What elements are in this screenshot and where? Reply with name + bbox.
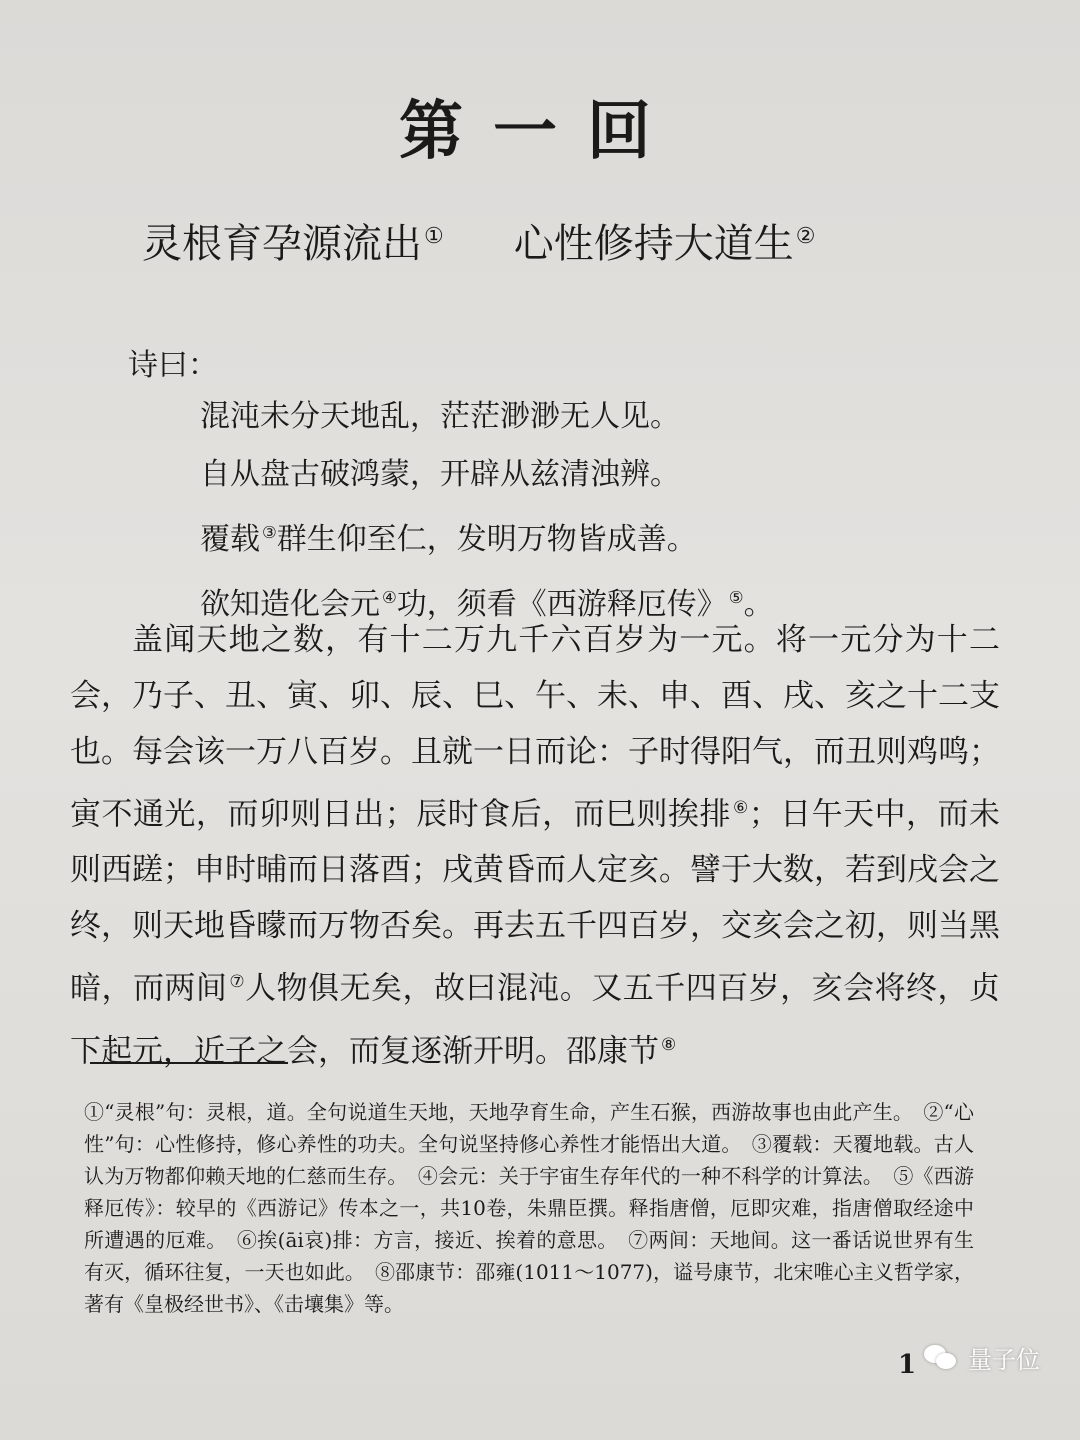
poem-line-text: 群生仰至仁，发明万物皆成善。 xyxy=(276,522,697,557)
poem xyxy=(200,388,1000,634)
poem-line-text: 覆载 xyxy=(200,522,260,557)
page-number: 1 xyxy=(898,1350,917,1380)
poem-line-text: 欲知造化会元 xyxy=(200,587,380,622)
poem-line xyxy=(200,446,1000,504)
footnote-marker: ⑦ xyxy=(229,972,246,993)
paragraph-text: ；日午天中，而未则西蹉；申时晡而日落酉；戌黄昏而人定亥。譬于大数，若到戌会之终，则天地昏曚而万物否矣。再去五千四百岁，交亥会之初，则当黑暗，而两间 xyxy=(70,796,1000,1007)
poem-line-text: 。 xyxy=(743,587,774,622)
watermark-text: 量子位 xyxy=(968,1346,1040,1374)
poem-line-text: 功，须看《西游释厄传》 xyxy=(396,587,727,622)
footnote-divider xyxy=(90,1062,288,1064)
watermark xyxy=(924,1340,1040,1375)
wechat-icon xyxy=(924,1343,958,1373)
chapter-title: 第一回 xyxy=(399,94,681,169)
subtitle-first-line: 灵根育孕源流出 xyxy=(142,221,422,267)
poem-line xyxy=(200,504,1000,569)
footnote-marker: ⑧ xyxy=(661,1034,677,1055)
paragraph-text: 人物俱无矣，故曰混沌。又五千四百岁，亥会将终，贞下起元，近子之会，而复逐渐开明。邵康节 xyxy=(70,970,1001,1069)
footnote-marker: ⑤ xyxy=(728,588,744,607)
footnote-marker: ⑥ xyxy=(732,798,749,818)
footnote-marker: ③ xyxy=(262,523,277,542)
poem-intro: 诗曰： xyxy=(128,348,218,383)
body-paragraph xyxy=(70,612,1000,1079)
paragraph-text: 盖闻天地之数，有十二万九千六百岁为一元。将一元分为十二会，乃子、丑、寅、卯、辰、巳、午、未、申、酉、戌、亥之十二支也。每会该一万八百岁。且就一日而论：子时得阳气，而丑则鸡鸣；寅不通光，而卯则日出；辰时食后，而巳则挨排 xyxy=(70,622,1000,833)
poem-line-text: 混沌未分天地乱，茫茫渺渺无人见。 xyxy=(200,399,680,434)
footnote-marker: ① xyxy=(424,223,444,249)
footnote-marker: ④ xyxy=(382,588,397,607)
footnote-marker: ② xyxy=(795,223,816,249)
footnotes: ①“灵根”句：灵根，道。全句说道生天地，天地孕育生命，产生石猴，西游故事也由此产生。 ②“心性”句：心性修持，修心养性的功夫。全句说坚持修心养性才能悟出大道。 ③覆载：天覆地载。古人认为万物都仰赖天地的仁慈而生存。 ④会元：关于宇宙生存年代的一种不科学的计算法。 ⑤《西游释厄传》：较早的《西游记》传本之一，共10卷，朱鼎臣撰。释指唐僧，厄即灾难，指唐僧取经途中所遭遇的厄难。 ⑥挨(āi哀)排：方言，接近、挨着的意思。 ⑦两间：天地间。这一番话说世界有生有灭，循环往复，一天也如此。 ⑧邵康节：邵雍(1011～1077)，谥号康节，北宋唯心主义哲学家，著有《皇极经世书》、《击壤集》等。 xyxy=(84,1100,974,1316)
poem-line xyxy=(200,388,1000,446)
poem-line-text: 自从盘古破鸿蒙，开辟从兹清浊辨。 xyxy=(200,457,680,492)
subtitle-second-line: 心性修持大道生 xyxy=(513,221,794,267)
chapter-subtitle xyxy=(142,212,942,269)
